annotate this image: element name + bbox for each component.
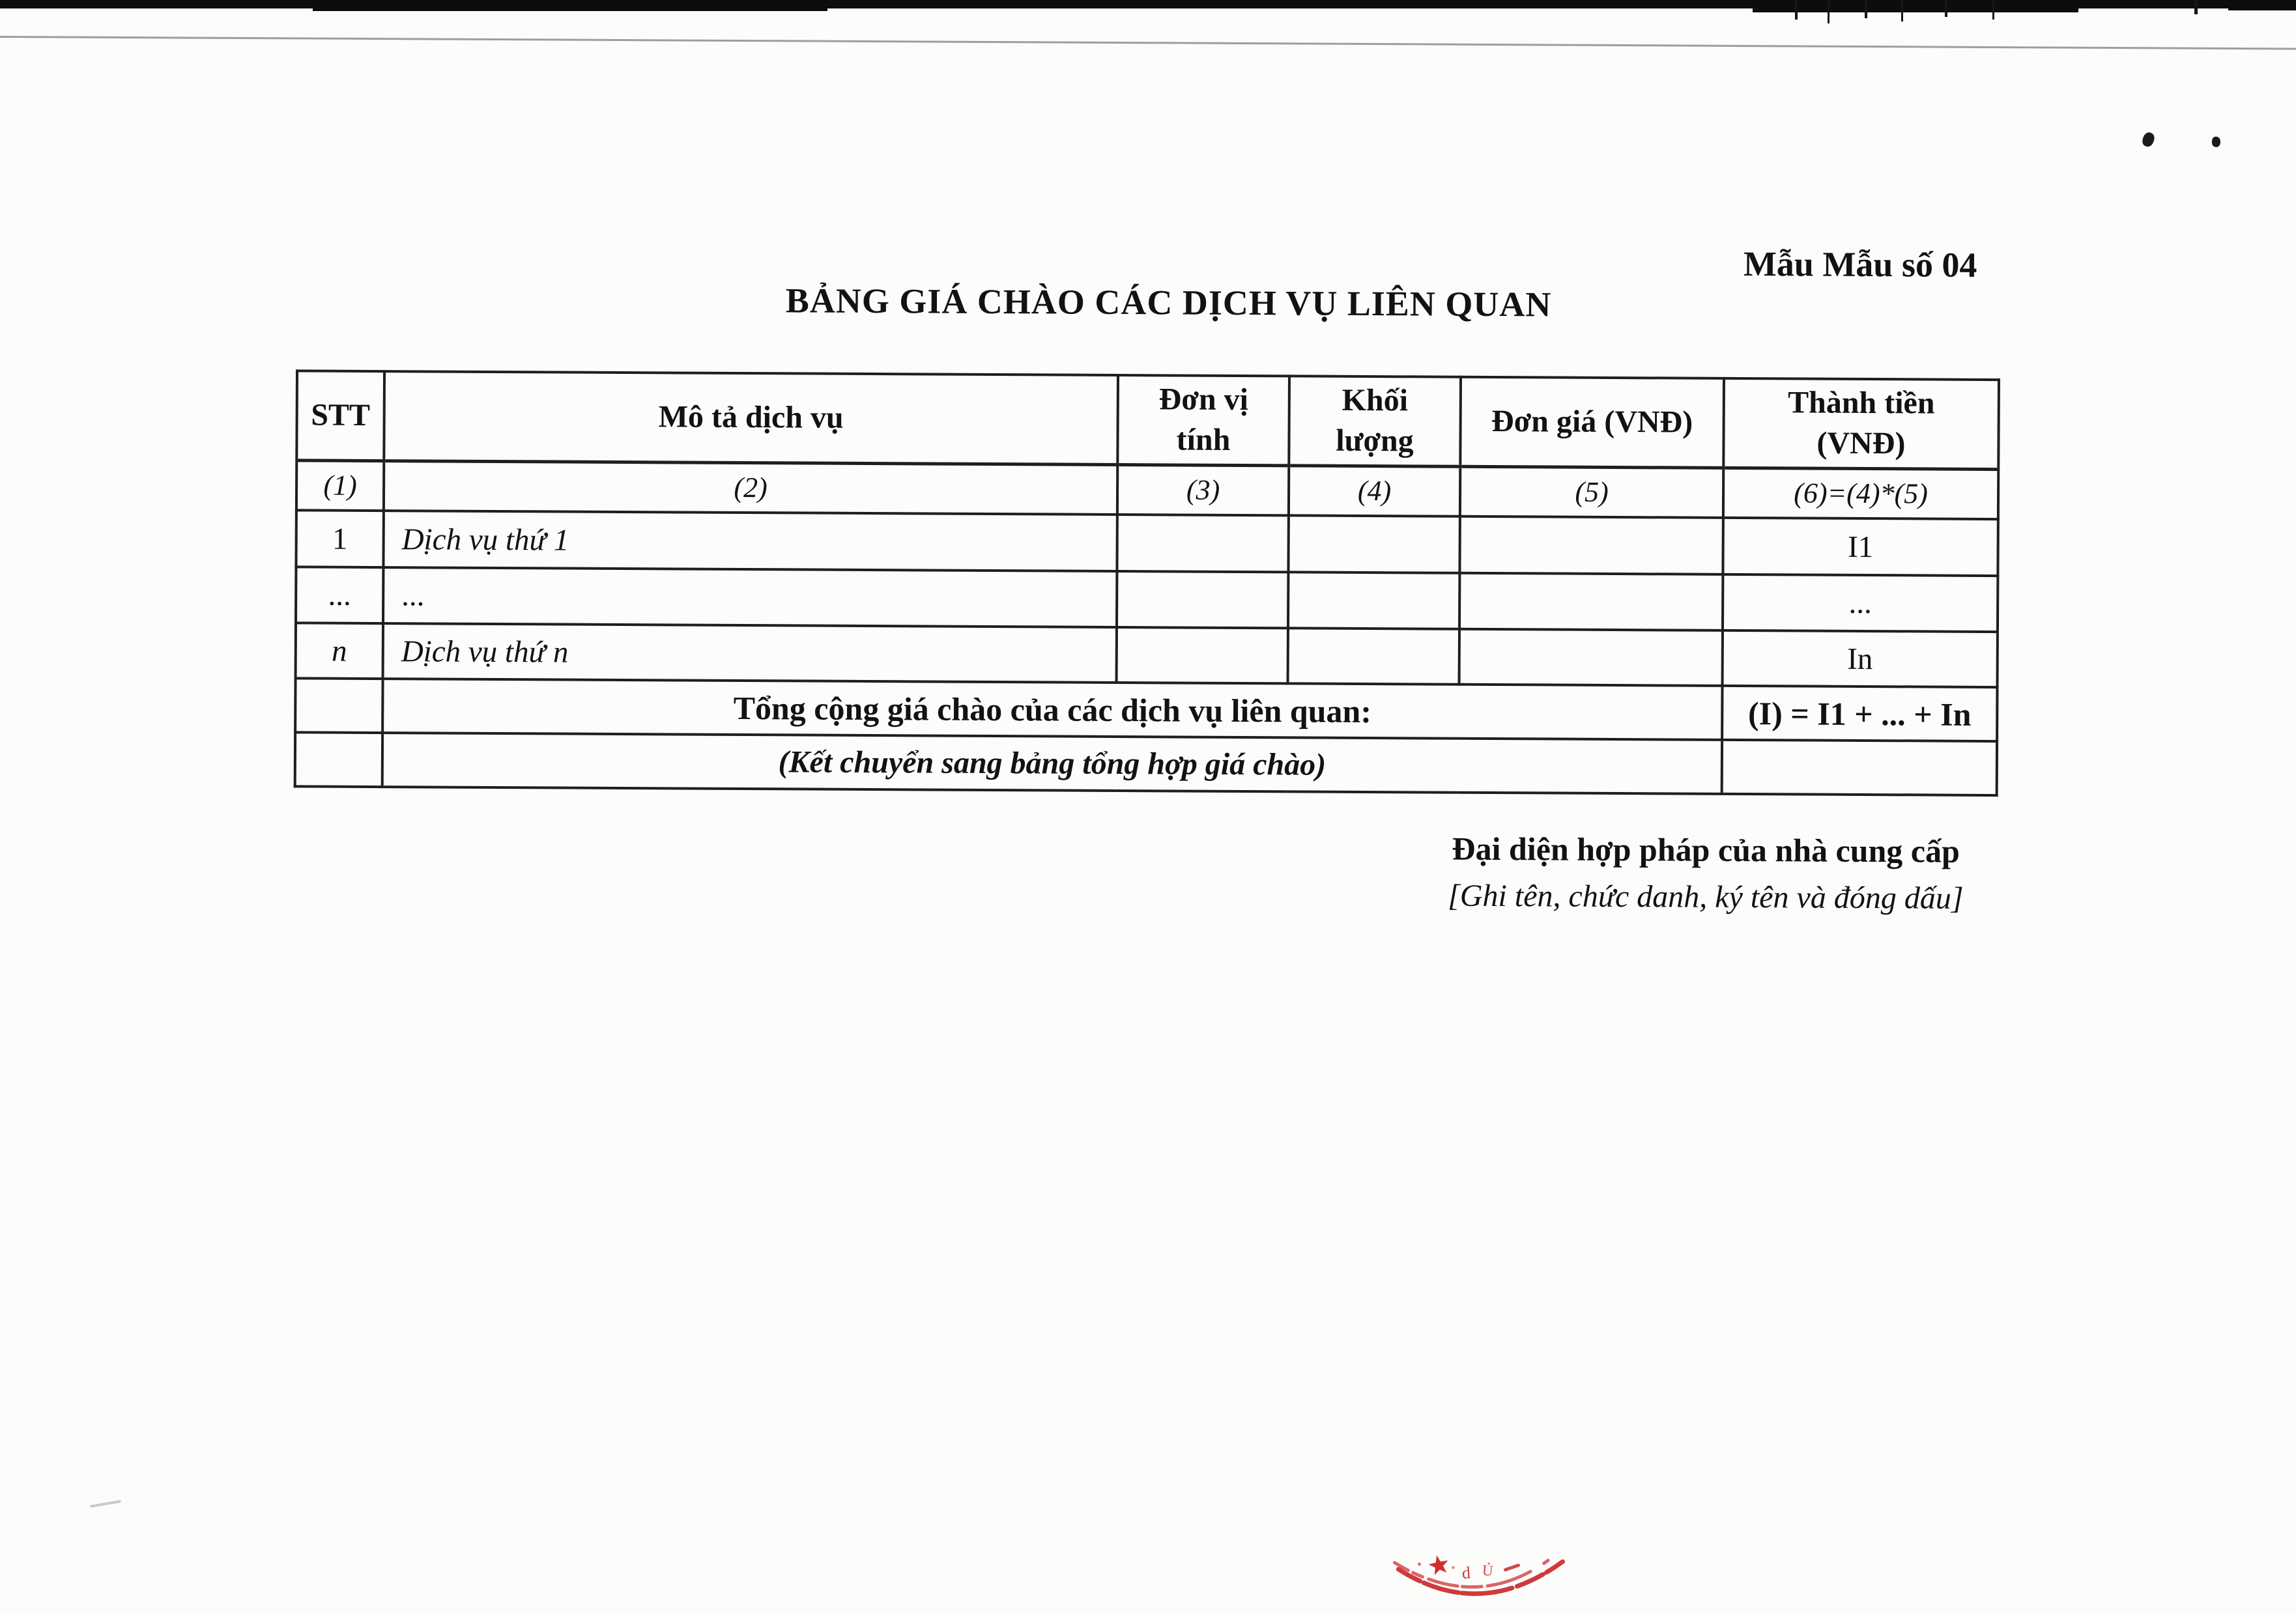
col-index-2: (2): [384, 460, 1117, 515]
stamp-dash: [1505, 1565, 1518, 1570]
cell-unit: [1117, 515, 1288, 572]
cell-stt: n: [296, 623, 383, 679]
col-header-description: Mô tả dịch vụ: [384, 371, 1118, 464]
carry-note-cell: (Kết chuyển sang bảng tổng hợp giá chào): [382, 733, 1722, 794]
cell-unit: [1117, 571, 1288, 628]
stamp-speck: [1418, 1563, 1421, 1566]
cell-description: Dịch vụ thứ n: [383, 623, 1117, 683]
cell-amount: ...: [1723, 574, 1998, 632]
col-index-6: (6)=(4)*(5): [1723, 468, 1998, 519]
cell-amount: I1: [1723, 518, 1998, 576]
cell-stt: ...: [296, 567, 383, 623]
summary-label-cell: Tổng cộng giá chào của các dịch vụ liên quan:: [382, 679, 1722, 740]
col-index-1: (1): [296, 460, 384, 511]
cell-stt: 1: [296, 510, 383, 567]
document-title: BẢNG GIÁ CHÀO CÁC DỊCH VỤ LIÊN QUAN: [785, 281, 1552, 324]
summary-empty-cell: [295, 678, 382, 733]
pencil-mark: [90, 1500, 121, 1508]
table-header-row: [296, 371, 1999, 469]
price-quote-table: [294, 369, 2000, 797]
cell-description: Dịch vụ thứ 1: [383, 511, 1117, 571]
cell-unit-price: [1459, 573, 1723, 630]
col-index-5: (5): [1460, 466, 1723, 518]
col-header-amount: Thành tiền (VNĐ): [1723, 378, 1999, 469]
service-row-ellipsis: [296, 567, 1998, 632]
col-header-quantity: Khối lượng: [1289, 376, 1461, 466]
stamp-letter-2: Ủ: [1481, 1562, 1494, 1579]
service-row-1: [296, 510, 1998, 576]
carry-empty-cell: [295, 732, 382, 787]
star-icon: [1427, 1553, 1450, 1576]
column-index-row: [296, 460, 1998, 519]
service-row-n: [296, 623, 1998, 687]
cell-amount: In: [1723, 630, 1998, 687]
cell-unit: [1117, 627, 1288, 683]
cell-quantity: [1288, 572, 1459, 629]
carry-forward-row: [295, 732, 1997, 795]
col-header-unit: Đơn vị tính: [1117, 375, 1289, 465]
cell-description: ...: [383, 567, 1117, 627]
signature-title: Đại diện hợp pháp của nhà cung cấp: [1452, 830, 1960, 870]
red-stamp-icon: [1388, 1550, 1577, 1614]
col-header-stt: STT: [296, 371, 384, 460]
ink-speck: [2212, 137, 2220, 147]
summary-row: [295, 678, 1997, 741]
cell-unit-price: [1459, 629, 1723, 686]
scan-edge-blob: [2228, 0, 2296, 10]
signature-instruction: [Ghi tên, chức danh, ký tên và đóng dấu]: [1448, 878, 1964, 916]
col-index-3: (3): [1117, 464, 1289, 515]
cell-quantity: [1288, 628, 1459, 684]
form-number-label: Mẫu Mẫu số 04: [1743, 244, 1977, 285]
stamp-letter-1: d: [1461, 1563, 1471, 1583]
carry-amount-cell: [1722, 740, 1997, 795]
ink-speck: [2141, 131, 2157, 149]
stamp-speck: [1452, 1566, 1454, 1569]
signature-block: [1393, 829, 2019, 916]
col-header-unit-price: Đơn giá (VNĐ): [1460, 377, 1724, 468]
cell-unit-price: [1459, 517, 1723, 574]
cell-quantity: [1288, 515, 1459, 573]
summary-formula-cell: (I) = I1 + ... + In: [1722, 686, 1997, 741]
col-index-4: (4): [1289, 465, 1460, 516]
